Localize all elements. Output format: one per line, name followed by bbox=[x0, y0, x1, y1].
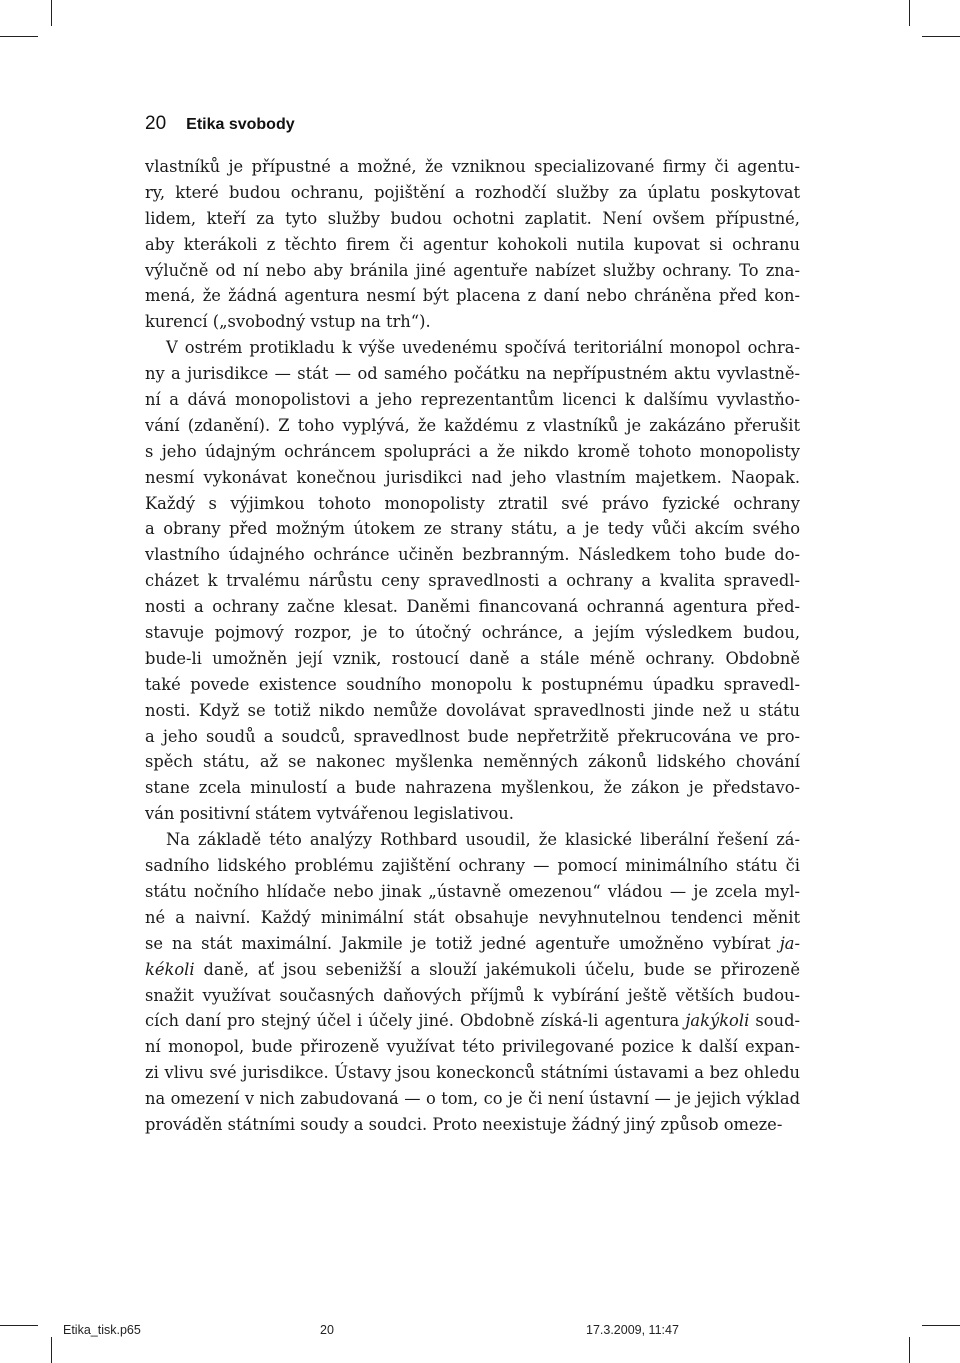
text-line: na omezení v nich zabudovaná — o tom, co je či není ústavní — je jejich výklad bbox=[145, 1089, 800, 1109]
text-line: bude-li umožněn její vznik, rostoucí daně a stále méně ochrany. Obdobně bbox=[145, 648, 800, 668]
running-head bbox=[145, 113, 295, 135]
text-line: a obrany před možným útokem ze strany státu, a je tedy vůči akcím svého bbox=[145, 519, 800, 539]
text-line: stavuje pojmový rozpor, je to útočný ochránce, a jejím výsledkem budou, bbox=[145, 623, 800, 643]
text-line: cházet k trvalému nárůstu ceny spravedlnosti a ochrany a kvalita spravedl- bbox=[145, 571, 800, 591]
paragraph bbox=[145, 335, 800, 827]
crop-mark bbox=[909, 1337, 910, 1363]
crop-mark bbox=[0, 1325, 38, 1326]
crop-mark bbox=[909, 0, 910, 26]
text-line: vlastníků je přípustné a možné, že vzniknou specializované firmy či agentu- bbox=[145, 157, 800, 176]
page-number: 20 bbox=[145, 113, 167, 134]
text-line: Každý s výjimkou tohoto monopolisty ztratil své právo fyzické ochrany bbox=[145, 493, 800, 513]
text-line: nosti a ochrany začne klesat. Daněmi financovaná ochranná agentura před- bbox=[145, 597, 800, 617]
crop-mark bbox=[51, 0, 52, 26]
text-line: aby kterákoli z těchto firem či agentur kohokoli nutila kupovat si ochranu bbox=[145, 234, 800, 254]
text-line: s jeho údajným ochráncem spolupráci a že nikdo kromě tohoto monopolisty bbox=[145, 441, 800, 461]
text-line: zi vlivu své jurisdikce. Ústavy jsou koneckonců státními ústavami a bez ohledu bbox=[145, 1063, 800, 1083]
crop-mark bbox=[0, 36, 38, 37]
text-line: spěch státu, až se nakonec myšlenka neměnných zákonů lidského chování bbox=[145, 752, 800, 772]
text-line: snažit využívat současných daňových příjmů k vybírání ještě větších budou- bbox=[145, 985, 800, 1005]
text-line: né a naivní. Každý minimální stát obsahuje nevyhnutelnou tendenci měnit bbox=[145, 907, 800, 927]
text-line: a jeho soudů a soudců, spravedlnost bude nepřetržitě překrucována ve pro- bbox=[145, 726, 800, 746]
text-line: také povede existence soudního monopolu k postupnému úpadku spravedl- bbox=[145, 674, 800, 694]
crop-mark bbox=[922, 1325, 960, 1326]
text-line: nosti. Když se totiž nikdo nemůže dovolávat spravedlnosti jinde než u státu bbox=[145, 700, 800, 720]
text-line: se na stát maximální. Jakmile je totiž jedné agentuře umožněno vybírat ja- bbox=[145, 933, 800, 953]
text-line: nesmí vykonávat konečnou jurisdikci nad jeho vlastním majetkem. Naopak. bbox=[145, 467, 800, 487]
slug-date-time: 17.3.2009, 11:47 bbox=[586, 1323, 679, 1337]
text-line: vání (zdanění). Z toho vyplývá, že každému z vlastníků je zakázáno přerušit bbox=[145, 415, 800, 435]
text-line: V ostrém protikladu k výše uvedenému spočívá teritoriální monopol ochra- bbox=[166, 338, 800, 358]
text-line: výlučně od ní nebo aby bránila jiné agentuře nabízet služby ochrany. To zna- bbox=[145, 260, 800, 280]
text-line: vlastního údajného ochránce učiněn bezbranným. Následkem toho bude do- bbox=[145, 545, 800, 565]
text-line: státu nočního hlídače nebo jinak „ústavně omezenou“ vládou — je zcela myl- bbox=[145, 881, 800, 901]
book-title: Etika svobody bbox=[186, 116, 295, 133]
crop-mark bbox=[922, 36, 960, 37]
crop-mark bbox=[51, 1337, 52, 1363]
slug-file-name: Etika_tisk.p65 bbox=[63, 1323, 141, 1337]
text-line: ní a dává monopolistovi a jeho reprezentantům licenci k dalšímu vyvlastňo- bbox=[145, 390, 800, 410]
paragraph bbox=[145, 154, 800, 335]
text-line: cích daní pro stejný účel i účely jiné. Obdobně získá-li agentura jakýkoli soud- bbox=[145, 1011, 800, 1031]
slug-page-number: 20 bbox=[320, 1323, 334, 1337]
text-line: kurencí („svobodný vstup na trh“). bbox=[145, 312, 431, 332]
text-line: sadního lidského problému zajištění ochrany — pomocí minimálního státu či bbox=[145, 856, 800, 876]
text-line: ny a jurisdikce — stát — od samého počátku na nepřípustném aktu vyvlastně- bbox=[145, 364, 800, 384]
text-line: mená, že žádná agentura nesmí být placena z daní nebo chráněna před kon- bbox=[145, 286, 800, 306]
text-line: stane zcela minulostí a bude nahrazena myšlenkou, že zákon je představo- bbox=[145, 778, 800, 798]
paragraph bbox=[145, 827, 800, 1138]
body-text bbox=[145, 154, 800, 1138]
text-line: ry, které budou ochranu, pojištění a rozhodčí služby za úplatu poskytovat bbox=[145, 182, 800, 202]
text-line: Na základě této analýzy Rothbard usoudil, že klasické liberální řešení zá- bbox=[166, 830, 800, 850]
text-line: ván positivní státem vytvářenou legislativou. bbox=[145, 804, 514, 824]
text-line: lidem, kteří za tyto služby budou ochotni zaplatit. Není ovšem přípustné, bbox=[145, 208, 800, 228]
text-line: kékoli daně, ať jsou sebenižší a slouží jakémukoli účelu, bude se přirozeně bbox=[145, 959, 800, 979]
text-line: ní monopol, bude přirozeně využívat této privilegované pozice k další expan- bbox=[145, 1037, 800, 1057]
text-line: prováděn státními soudy a soudci. Proto neexistuje žádný jiný způsob omeze- bbox=[145, 1114, 783, 1134]
